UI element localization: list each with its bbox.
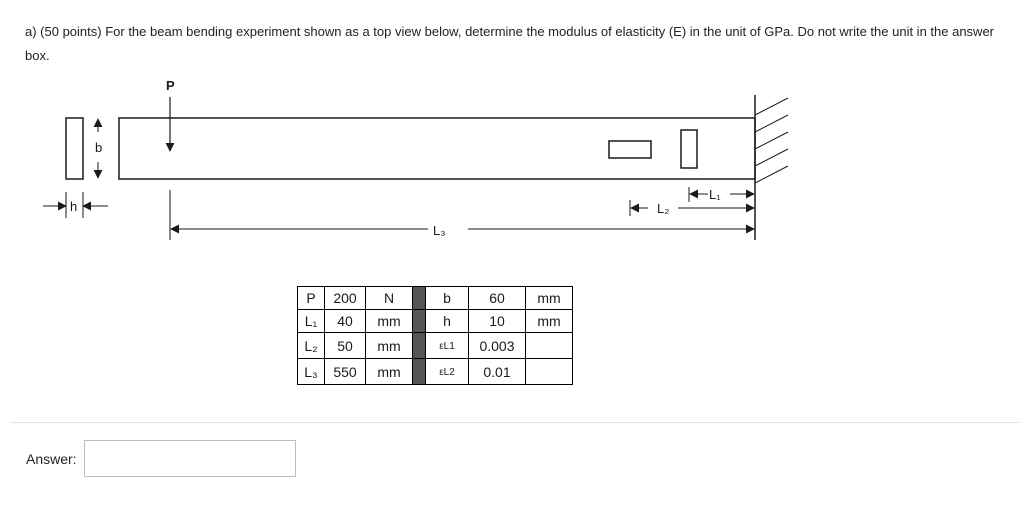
table-row bbox=[298, 310, 573, 333]
param-unit bbox=[526, 359, 573, 385]
strain-gauge-1 bbox=[681, 130, 697, 168]
param-value: 550 bbox=[325, 359, 366, 385]
param-symbol: b bbox=[426, 287, 469, 310]
dim-h-label: h bbox=[70, 199, 78, 214]
load-label: P bbox=[166, 78, 175, 93]
param-unit: mm bbox=[366, 359, 413, 385]
param-unit: mm bbox=[366, 310, 413, 333]
param-unit: mm bbox=[366, 333, 413, 359]
param-symbol: L₂ bbox=[298, 333, 325, 359]
table-separator bbox=[413, 287, 426, 310]
param-unit: N bbox=[366, 287, 413, 310]
param-unit bbox=[526, 333, 573, 359]
strain-symbol: εL1 bbox=[439, 341, 455, 352]
table-separator bbox=[413, 359, 426, 385]
section-divider bbox=[10, 422, 1020, 423]
param-symbol bbox=[426, 333, 469, 359]
dim-l3-label: L₃ bbox=[433, 223, 446, 238]
cross-section bbox=[66, 118, 83, 179]
param-unit: mm bbox=[526, 287, 573, 310]
param-symbol bbox=[426, 359, 469, 385]
param-value: 0.003 bbox=[469, 333, 526, 359]
param-value: 50 bbox=[325, 333, 366, 359]
strain-symbol: εL2 bbox=[439, 367, 455, 378]
beam bbox=[119, 118, 755, 179]
dim-b-label: b bbox=[95, 140, 103, 155]
param-symbol: h bbox=[426, 310, 469, 333]
parameters-table bbox=[297, 286, 573, 385]
answer-label: Answer: bbox=[26, 451, 77, 467]
table-row bbox=[298, 359, 573, 385]
wall-hatch bbox=[755, 98, 788, 183]
param-value: 0.01 bbox=[469, 359, 526, 385]
answer-input[interactable] bbox=[84, 440, 296, 477]
param-unit: mm bbox=[526, 310, 573, 333]
table-row bbox=[298, 287, 573, 310]
strain-gauge-2 bbox=[609, 141, 651, 158]
dim-l1-label: L₁ bbox=[709, 187, 721, 202]
param-value: 10 bbox=[469, 310, 526, 333]
table-separator bbox=[413, 310, 426, 333]
dim-l2-label: L₂ bbox=[657, 201, 670, 216]
param-value: 40 bbox=[325, 310, 366, 333]
param-value: 60 bbox=[469, 287, 526, 310]
question-text: a) (50 points) For the beam bending experiment shown as a top view below, determine the modulus of elasticity (E) in the unit of GPa. Do not write the unit in the answer box. bbox=[25, 24, 995, 63]
param-symbol: L₁ bbox=[298, 310, 325, 333]
param-symbol: P bbox=[298, 287, 325, 310]
param-value: 200 bbox=[325, 287, 366, 310]
param-symbol: L₃ bbox=[298, 359, 325, 385]
table-separator bbox=[413, 333, 426, 359]
table-row bbox=[298, 333, 573, 359]
